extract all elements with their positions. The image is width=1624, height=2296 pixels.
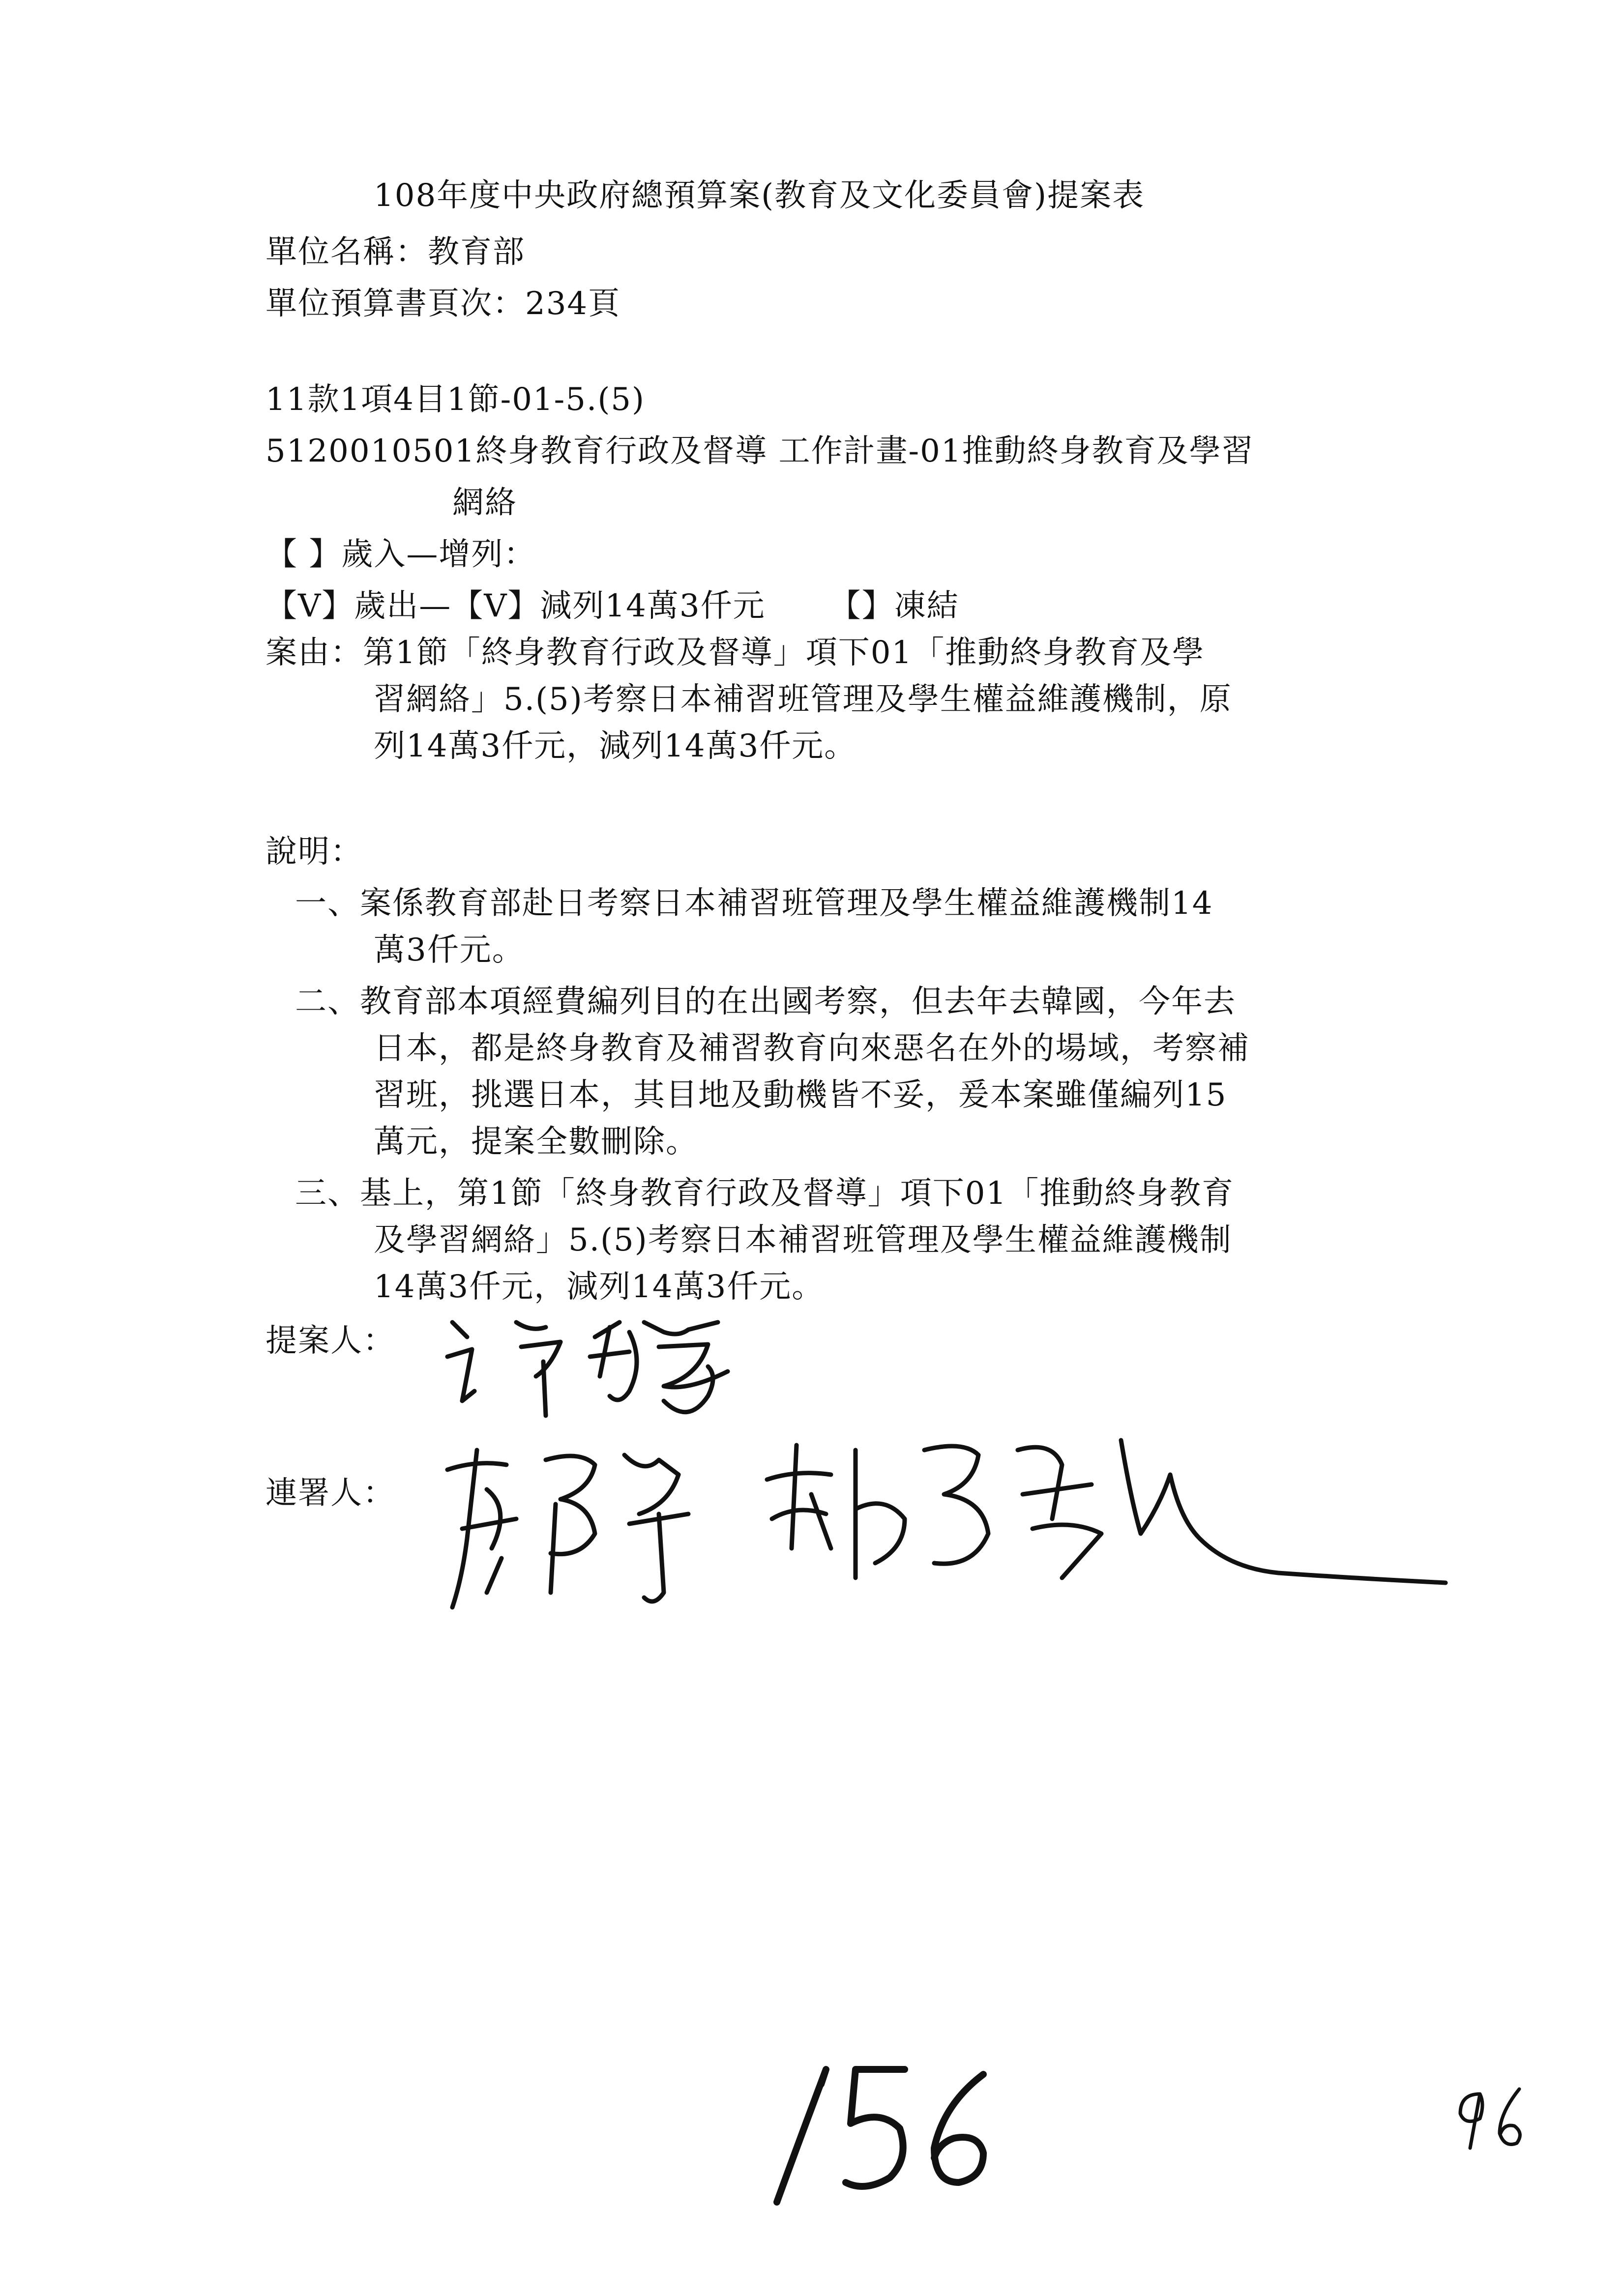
point-3-line-2: 及學習網絡」5.(5)考察日本補習班管理及學生權益維護機制 bbox=[374, 1222, 1232, 1258]
handwritten-page-number bbox=[767, 2055, 993, 2212]
item-code: 11款1項4目1節-01-5.(5) bbox=[266, 381, 645, 418]
document-title: 108年度中央政府總預算案(教育及文化委員會)提案表 bbox=[374, 177, 1145, 214]
budget-page-number: 單位預算書頁次：234頁 bbox=[266, 286, 621, 322]
program-line-2: 網絡 bbox=[452, 485, 517, 521]
expenditure-reduction: 【V】歲出—【V】減列14萬3仟元 bbox=[266, 588, 766, 624]
point-2-line-1: 二、教育部本項經費編列目的在出國考察，但去年去韓國，今年去 bbox=[295, 984, 1236, 1020]
proposer-signature bbox=[433, 1303, 787, 1430]
expenditure-line bbox=[266, 582, 959, 630]
point-1-line-1: 一、案係教育部赴日考察日本補習班管理及學生權益維護機制14 bbox=[295, 885, 1213, 922]
expenditure-freeze: 【】凍結 bbox=[829, 588, 959, 624]
point-2-line-2: 日本，都是終身教育及補習教育向來惡名在外的場域，考察補 bbox=[374, 1030, 1250, 1067]
case-line-1: 案由：第1節「終身教育行政及督導」項下01「推動終身教育及學 bbox=[266, 635, 1205, 671]
cosigner-signature-1 bbox=[433, 1430, 708, 1627]
handwritten-corner-number bbox=[1450, 2079, 1534, 2158]
program-line-1: 5120010501終身教育行政及督導 工作計畫-01推動終身教育及學習 bbox=[266, 433, 1254, 469]
point-2-line-3: 習班，挑選日本，其目地及動機皆不妥，爰本案雖僅編列15 bbox=[374, 1077, 1227, 1113]
proposer-label: 提案人： bbox=[266, 1323, 395, 1359]
cosigner-label: 連署人： bbox=[266, 1475, 395, 1511]
cosigner-signature-2 bbox=[757, 1421, 1455, 1617]
case-line-2: 習網絡」5.(5)考察日本補習班管理及學生權益維護機制，原 bbox=[374, 681, 1232, 718]
description-label: 說明： bbox=[266, 834, 363, 870]
revenue-line: 【 】歲入—增列： bbox=[266, 536, 536, 573]
unit-name: 單位名稱：教育部 bbox=[266, 234, 525, 270]
case-line-3: 列14萬3仟元，減列14萬3仟元。 bbox=[374, 728, 857, 764]
point-3-line-1: 三、基上，第1節「終身教育行政及督導」項下01「推動終身教育 bbox=[295, 1175, 1235, 1212]
point-1-line-2: 萬3仟元。 bbox=[374, 932, 525, 968]
point-2-line-4: 萬元，提案全數刪除。 bbox=[374, 1124, 698, 1160]
point-3-line-3: 14萬3仟元，減列14萬3仟元。 bbox=[374, 1269, 825, 1305]
